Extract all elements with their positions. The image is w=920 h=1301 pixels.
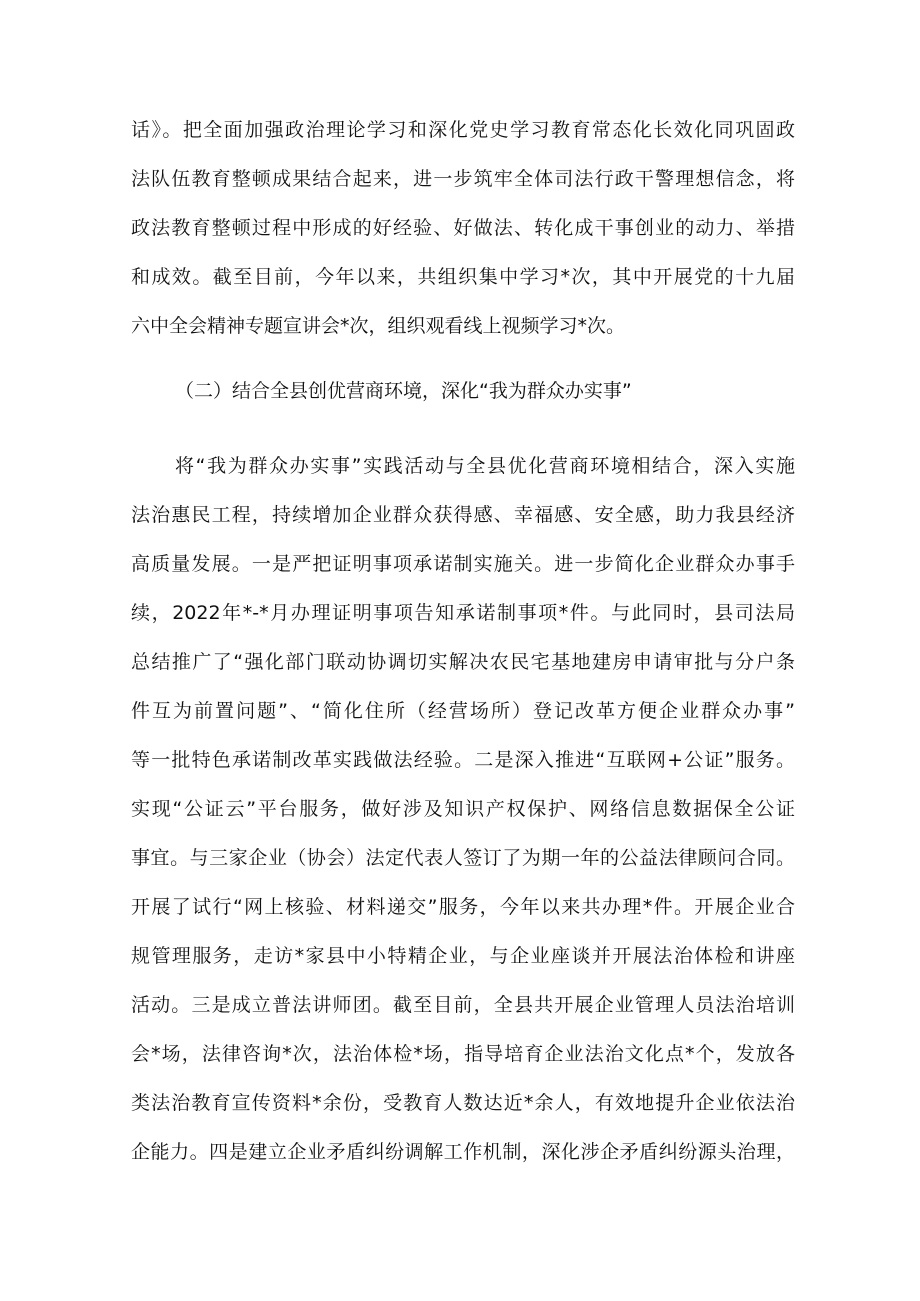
paragraph-line: 话》。把全面加强政治理论学习和深化党史学习教育常态化长效化同巩固政 bbox=[131, 119, 795, 141]
paragraph-line: 法队伍教育整顿成果结合起来，进一步筑牢全体司法行政干警理想信念，将 bbox=[131, 168, 795, 190]
paragraph-line: 总结推广了“强化部门联动协调切实解决农民宅基地建房申请审批与分户条 bbox=[131, 651, 795, 673]
paragraph-line: 六中全会精神专题宣讲会*次，组织观看线上视频学习*次。 bbox=[131, 315, 626, 337]
paragraph-line: 企能力。四是建立企业矛盾纠纷调解工作机制，深化涉企矛盾纠纷源头治理， bbox=[131, 1141, 795, 1163]
paragraph-line: 实现“公证云”平台服务，做好涉及知识产权保护、网络信息数据保全公证 bbox=[131, 798, 795, 820]
paragraph-line: 事宜。与三家企业（协会）法定代表人签订了为期一年的公益法律顾问合同。 bbox=[131, 847, 795, 869]
paragraph-line: 将“我为群众办实事”实践活动与全县优化营商环境相结合，深入实施 bbox=[175, 455, 795, 477]
section-heading: （二）结合全县创优营商环境，深化“我为群众办实事” bbox=[175, 380, 632, 402]
paragraph-line: 活动。三是成立普法讲师团。截至目前，全县共开展企业管理人员法治培训 bbox=[131, 994, 795, 1016]
paragraph-line: 政法教育整顿过程中形成的好经验、好做法、转化成干事创业的动力、举措 bbox=[131, 217, 795, 239]
paragraph-line: 规管理服务，走访*家县中小特精企业，与企业座谈并开展法治体检和讲座 bbox=[131, 945, 795, 967]
paragraph-line: 会*场，法律咨询*次，法治体检*场，指导培育企业法治文化点*个，发放各 bbox=[131, 1043, 795, 1065]
paragraph-line: 等一批特色承诺制改革实践做法经验。二是深入推进“互联网+公证”服务。 bbox=[131, 749, 795, 771]
paragraph-line: 件互为前置问题”、“简化住所（经营场所）登记改革方便企业群众办事” bbox=[131, 700, 795, 722]
paragraph-line: 法治惠民工程，持续增加企业群众获得感、幸福感、安全感，助力我县经济 bbox=[131, 504, 795, 526]
paragraph-line: 类法治教育宣传资料*余份，受教育人数达近*余人，有效地提升企业依法治 bbox=[131, 1092, 795, 1114]
paragraph-line: 和成效。截至目前，今年以来，共组织集中学习*次，其中开展党的十九届 bbox=[131, 266, 795, 288]
paragraph-line: 开展了试行“网上核验、材料递交”服务，今年以来共办理*件。开展企业合 bbox=[131, 896, 795, 918]
paragraph-line: 高质量发展。一是严把证明事项承诺制实施关。进一步简化企业群众办事手 bbox=[131, 553, 795, 575]
paragraph-line: 续，2022年*-*月办理证明事项告知承诺制事项*件。与此同时，县司法局 bbox=[131, 602, 795, 624]
